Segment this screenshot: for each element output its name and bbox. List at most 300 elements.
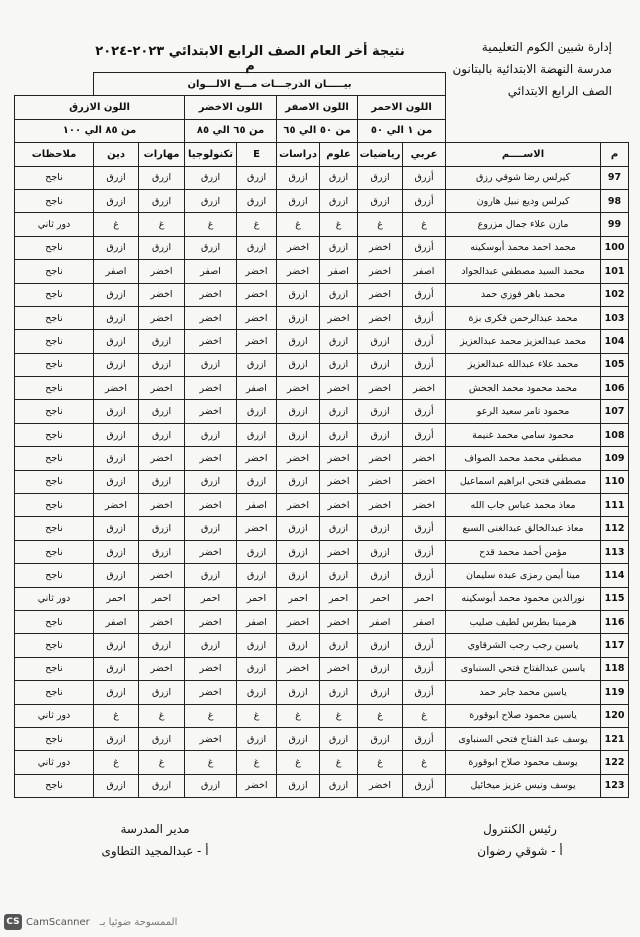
grade-cell: أزرق xyxy=(403,330,446,353)
grade-cell: اخضر xyxy=(237,306,277,329)
grade-cell: ازرق xyxy=(277,681,320,704)
grade-cell: ازرق xyxy=(358,634,403,657)
table-row xyxy=(15,423,629,446)
grade-cell: اخضر xyxy=(237,330,277,353)
grade-cell: ازرق xyxy=(139,727,185,750)
table-row xyxy=(15,634,629,657)
row-number: 120 xyxy=(601,704,629,727)
table-row xyxy=(15,353,629,376)
student-name: مصطفي محمد محمد الصواف xyxy=(446,447,601,470)
grade-cell: أزرق xyxy=(403,681,446,704)
student-name: محمود سامي محمد غنيمة xyxy=(446,423,601,446)
grade-cell: اخضر xyxy=(320,306,358,329)
grade-cell: اخضر xyxy=(320,470,358,493)
grade-cell: غ xyxy=(185,751,237,774)
grade-cell: ازرق xyxy=(277,189,320,212)
grade-cell: غ xyxy=(185,213,237,236)
grade-cell: ازرق xyxy=(320,353,358,376)
control-head-name: أ - شوقي رضوان xyxy=(477,844,563,858)
row-number: 113 xyxy=(601,540,629,563)
grade-cell: أزرق xyxy=(403,166,446,189)
grade-cell: ازرق xyxy=(185,189,237,212)
grade-cell: ازرق xyxy=(237,400,277,423)
result-note: ناجح xyxy=(15,681,94,704)
grade-cell: ازرق xyxy=(320,564,358,587)
grade-cell: غ xyxy=(237,751,277,774)
result-note: ناجح xyxy=(15,610,94,633)
grade-cell: اصفر xyxy=(94,610,139,633)
grade-cell: اخضر xyxy=(358,283,403,306)
grade-cell: ازرق xyxy=(139,236,185,259)
grade-cell: ازرق xyxy=(277,564,320,587)
student-name: كيرلس رضا شوقي رزق xyxy=(446,166,601,189)
grade-cell: ازرق xyxy=(185,166,237,189)
grade-cell: احمر xyxy=(320,587,358,610)
grade-cell: اخضر xyxy=(185,283,237,306)
grade-cell: اخضر xyxy=(403,377,446,400)
table-row xyxy=(15,657,629,680)
row-number: 116 xyxy=(601,610,629,633)
control-head-title: رئيس الكنترول xyxy=(483,822,557,836)
student-name: محمود تامر سعيد الرعو xyxy=(446,400,601,423)
column-header: دين xyxy=(94,143,139,166)
grade-cell: ازرق xyxy=(277,330,320,353)
grade-cell: غ xyxy=(358,213,403,236)
result-note: ناجح xyxy=(15,353,94,376)
result-note: ناجح xyxy=(15,447,94,470)
row-number: 101 xyxy=(601,260,629,283)
row-number: 98 xyxy=(601,189,629,212)
student-name: محمد عبدالرحمن فكرى بزة xyxy=(446,306,601,329)
grade-cell: ازرق xyxy=(94,189,139,212)
column-header-row xyxy=(15,143,629,166)
grade-cell: اخضر xyxy=(139,306,185,329)
grade-cell: غ xyxy=(139,213,185,236)
grade-cell: ازرق xyxy=(358,353,403,376)
grade-cell: غ xyxy=(320,751,358,774)
grade-cell: احمر xyxy=(237,587,277,610)
grade-cell: اخضر xyxy=(185,727,237,750)
table-row xyxy=(15,751,629,774)
student-name: يوسف محمود صلاح ابوقورة xyxy=(446,751,601,774)
result-note: ناجح xyxy=(15,189,94,212)
grade-cell: ازرق xyxy=(237,470,277,493)
document-title: نتيجة أخر العام الصف الرابع الابتدائي ٢٠٢٣-٢٠٢٤ م xyxy=(95,44,405,74)
student-name: هرمينا بطرس لطيف صليب xyxy=(446,610,601,633)
student-name: محمد احمد محمد أبوسكينه xyxy=(446,236,601,259)
result-note: ناجح xyxy=(15,166,94,189)
control-signature xyxy=(440,818,600,862)
grade-cell: ازرق xyxy=(94,681,139,704)
grade-cell: أزرق xyxy=(403,283,446,306)
grade-cell: ازرق xyxy=(358,564,403,587)
grade-cell: اخضر xyxy=(358,470,403,493)
result-note: دور ثاني xyxy=(15,213,94,236)
student-name: مينا أيمن رمزى عبده سليمان xyxy=(446,564,601,587)
row-number: 105 xyxy=(601,353,629,376)
grade-cell: ازرق xyxy=(185,353,237,376)
table-row xyxy=(15,610,629,633)
row-number: 121 xyxy=(601,727,629,750)
grade-cell: ازرق xyxy=(277,400,320,423)
grade-cell: ازرق xyxy=(94,634,139,657)
grade-cell: ازرق xyxy=(94,774,139,797)
grade-cell: ازرق xyxy=(139,774,185,797)
column-header: ملاحظات xyxy=(15,143,94,166)
student-name: ياسين رجب رجب الشرقاوي xyxy=(446,634,601,657)
grade-cell: ازرق xyxy=(94,236,139,259)
grade-cell: ازرق xyxy=(139,330,185,353)
row-number: 111 xyxy=(601,494,629,517)
grade-cell: ازرق xyxy=(320,400,358,423)
grade-cell: اخضر xyxy=(320,657,358,680)
grade-cell: ازرق xyxy=(237,657,277,680)
grade-cell: ازرق xyxy=(358,657,403,680)
result-note: دور ثاني xyxy=(15,751,94,774)
table-row xyxy=(15,400,629,423)
grade-cell: اخضر xyxy=(185,540,237,563)
grade-cell: غ xyxy=(320,704,358,727)
grade-cell: اخضر xyxy=(139,657,185,680)
grade-cell: ازرق xyxy=(94,447,139,470)
principal-signature xyxy=(70,818,240,862)
result-note: ناجح xyxy=(15,330,94,353)
result-note: ناجح xyxy=(15,470,94,493)
result-note: ناجح xyxy=(15,540,94,563)
grade-cell: اصفر xyxy=(185,260,237,283)
row-number: 117 xyxy=(601,634,629,657)
grade-cell: ازرق xyxy=(320,189,358,212)
grade-cell: اخضر xyxy=(139,283,185,306)
student-name: محمد محمود محمد الجحش xyxy=(446,377,601,400)
grade-cell: ازرق xyxy=(139,400,185,423)
grade-cell: ازرق xyxy=(277,423,320,446)
grade-cell: ازرق xyxy=(277,540,320,563)
grade-cell: اخضر xyxy=(237,260,277,283)
grade-cell: غ xyxy=(139,704,185,727)
table-row xyxy=(15,681,629,704)
student-name: كيرلس وديع نبيل هارون xyxy=(446,189,601,212)
grade-cell: ازرق xyxy=(358,166,403,189)
result-note: ناجح xyxy=(15,634,94,657)
grade-cell: اخضر xyxy=(320,447,358,470)
grade-cell: اخضر xyxy=(185,400,237,423)
range-blue: من ٨٥ الي ١٠٠ xyxy=(15,119,185,142)
grade-cell: اصفر xyxy=(320,260,358,283)
result-note: ناجح xyxy=(15,283,94,306)
row-number: 114 xyxy=(601,564,629,587)
grade-cell: غ xyxy=(237,213,277,236)
grade-cell: غ xyxy=(94,704,139,727)
grade-cell: ازرق xyxy=(320,634,358,657)
grade-cell: اخضر xyxy=(139,377,185,400)
range-red: من ١ الي ٥٠ xyxy=(358,119,446,142)
table-row xyxy=(15,306,629,329)
grade-cell: غ xyxy=(358,704,403,727)
scanner-watermark xyxy=(4,912,177,932)
table-row xyxy=(15,236,629,259)
grade-cell: ازرق xyxy=(320,423,358,446)
row-number: 106 xyxy=(601,377,629,400)
grade-cell: اخضر xyxy=(139,447,185,470)
result-note: ناجح xyxy=(15,494,94,517)
grade-cell: اخضر xyxy=(403,494,446,517)
grade-cell: ازرق xyxy=(358,727,403,750)
row-number: 100 xyxy=(601,236,629,259)
table-row xyxy=(15,470,629,493)
grade-cell: ازرق xyxy=(94,283,139,306)
table-row xyxy=(15,564,629,587)
grade-cell: اخضر xyxy=(185,494,237,517)
grade-cell: أزرق xyxy=(403,306,446,329)
grade-cell: اخضر xyxy=(320,494,358,517)
column-header: تكنولوجيا xyxy=(185,143,237,166)
row-number: 107 xyxy=(601,400,629,423)
grade-cell: احمر xyxy=(139,587,185,610)
result-note: ناجح xyxy=(15,423,94,446)
result-note: ناجح xyxy=(15,774,94,797)
grade-cell: غ xyxy=(277,704,320,727)
student-name: محمد علاء عبدالله عبدالعزيز xyxy=(446,353,601,376)
column-header: دراسات xyxy=(277,143,320,166)
range-green: من ٦٥ الي ٨٥ xyxy=(185,119,277,142)
grade-cell: أزرق xyxy=(403,517,446,540)
grade-cell: احمر xyxy=(358,587,403,610)
table-row xyxy=(15,540,629,563)
grade-cell: أزرق xyxy=(403,189,446,212)
grade-cell: ازرق xyxy=(277,470,320,493)
camscanner-logo-icon: CS xyxy=(4,914,22,930)
grade-cell: أزرق xyxy=(403,236,446,259)
row-number: 99 xyxy=(601,213,629,236)
table-row xyxy=(15,283,629,306)
student-name: ياسين محمود صلاح ابوقورة xyxy=(446,704,601,727)
grade-cell: اخضر xyxy=(320,540,358,563)
grade-cell: ازرق xyxy=(237,634,277,657)
grade-cell: ازرق xyxy=(94,306,139,329)
table-row xyxy=(15,213,629,236)
grade-cell: ازرق xyxy=(320,774,358,797)
grade-cell: اخضر xyxy=(94,494,139,517)
grade-cell: ازرق xyxy=(277,353,320,376)
row-number: 122 xyxy=(601,751,629,774)
grade-cell: احمر xyxy=(185,587,237,610)
grade-cell: ازرق xyxy=(358,540,403,563)
grade-cell: اخضر xyxy=(94,377,139,400)
row-number: 119 xyxy=(601,681,629,704)
legend-blue: اللون الازرق xyxy=(15,96,185,119)
header-line-directorate: إدارة شبين الكوم التعليمية xyxy=(481,40,612,54)
grade-cell: اخضر xyxy=(139,564,185,587)
grade-cell: اخضر xyxy=(185,657,237,680)
grade-cell: أزرق xyxy=(403,564,446,587)
grade-cell: ازرق xyxy=(94,423,139,446)
student-name: معاذ عبدالخالق عبدالغنى السبع xyxy=(446,517,601,540)
student-name: محمد السيد مصطفي عبدالجواد xyxy=(446,260,601,283)
student-name: نورالدين محمود محمد أبوسكينه xyxy=(446,587,601,610)
result-note: ناجح xyxy=(15,657,94,680)
grade-cell: أزرق xyxy=(403,540,446,563)
student-name: معاذ محمد عباس جاب الله xyxy=(446,494,601,517)
grade-cell: اصفر xyxy=(94,260,139,283)
scanner-app-name: CamScanner xyxy=(26,916,90,928)
grade-cell: احمر xyxy=(403,587,446,610)
grade-cell: ازرق xyxy=(358,330,403,353)
grade-cell: ازرق xyxy=(320,236,358,259)
result-note: دور ثاني xyxy=(15,587,94,610)
grade-cell: ازرق xyxy=(94,657,139,680)
grade-cell: ازرق xyxy=(320,681,358,704)
result-note: دور ثاني xyxy=(15,704,94,727)
row-number: 103 xyxy=(601,306,629,329)
grade-cell: ازرق xyxy=(277,517,320,540)
grade-cell: ازرق xyxy=(139,681,185,704)
grade-cell: ازرق xyxy=(237,189,277,212)
grade-cell: اصفر xyxy=(237,610,277,633)
grade-cell: ازرق xyxy=(94,400,139,423)
student-name: يوسف ونيس عزيز ميخائيل xyxy=(446,774,601,797)
row-number: 102 xyxy=(601,283,629,306)
grade-cell: ازرق xyxy=(139,470,185,493)
grade-cell: ازرق xyxy=(139,423,185,446)
table-row xyxy=(15,774,629,797)
grade-cell: غ xyxy=(94,751,139,774)
grade-cell: أزرق xyxy=(403,400,446,423)
grade-cell: غ xyxy=(237,704,277,727)
grade-cell: اخضر xyxy=(358,306,403,329)
table-row xyxy=(15,704,629,727)
result-note: ناجح xyxy=(15,727,94,750)
grade-cell: غ xyxy=(403,213,446,236)
table-row xyxy=(15,189,629,212)
grade-cell: ازرق xyxy=(94,564,139,587)
range-yellow: من ٥٠ الي ٦٥ xyxy=(277,119,358,142)
grade-cell: أزرق xyxy=(403,657,446,680)
table-row xyxy=(15,494,629,517)
grade-cell: غ xyxy=(358,751,403,774)
grade-cell: ازرق xyxy=(320,330,358,353)
grade-cell: غ xyxy=(139,751,185,774)
grade-cell: غ xyxy=(403,704,446,727)
grades-banner: بيـــــان الدرجـــات مـــع الالـــوان xyxy=(94,73,446,96)
grade-cell: غ xyxy=(277,751,320,774)
result-note: ناجح xyxy=(15,517,94,540)
grade-cell: ازرق xyxy=(320,727,358,750)
grade-cell: أزرق xyxy=(403,774,446,797)
grade-cell: ازرق xyxy=(358,681,403,704)
grade-cell: اخضر xyxy=(237,283,277,306)
header-line-grade: الصف الرابع الابتدائي xyxy=(507,84,612,98)
principal-title: مدير المدرسة xyxy=(120,822,190,836)
grade-cell: اخضر xyxy=(277,494,320,517)
grade-cell: اخضر xyxy=(403,447,446,470)
table-row xyxy=(15,260,629,283)
result-note: ناجح xyxy=(15,377,94,400)
grade-cell: ازرق xyxy=(277,306,320,329)
legend-green: اللون الاخضر xyxy=(185,96,277,119)
result-note: ناجح xyxy=(15,400,94,423)
grade-cell: ازرق xyxy=(237,423,277,446)
grade-cell: ازرق xyxy=(358,400,403,423)
grade-cell: ازرق xyxy=(358,423,403,446)
grade-cell: اخضر xyxy=(403,470,446,493)
row-number: 108 xyxy=(601,423,629,446)
row-number: 118 xyxy=(601,657,629,680)
grade-cell: اخضر xyxy=(277,377,320,400)
grade-cell: ازرق xyxy=(237,353,277,376)
grade-cell: اخضر xyxy=(358,377,403,400)
grade-cell: اخضر xyxy=(358,260,403,283)
grade-cell: اخضر xyxy=(185,610,237,633)
grade-cell: ازرق xyxy=(94,353,139,376)
grade-cell: اخضر xyxy=(277,260,320,283)
grade-cell: اخضر xyxy=(320,610,358,633)
grade-cell: ازرق xyxy=(237,727,277,750)
results-table xyxy=(14,72,629,798)
student-name: ياسين عبدالفتاح فتحي السنباوى xyxy=(446,657,601,680)
grade-cell: ازرق xyxy=(237,564,277,587)
grade-cell: اخضر xyxy=(185,306,237,329)
grade-cell: ازرق xyxy=(185,236,237,259)
grade-cell: ازرق xyxy=(320,517,358,540)
column-header: رياضيات xyxy=(358,143,403,166)
grade-cell: اخضر xyxy=(139,610,185,633)
column-header: عربي xyxy=(403,143,446,166)
grade-cell: ازرق xyxy=(277,774,320,797)
column-header: الاســــم xyxy=(446,143,601,166)
grade-cell: ازرق xyxy=(94,470,139,493)
column-header: مهارات xyxy=(139,143,185,166)
table-row xyxy=(15,447,629,470)
grade-cell: اصفر xyxy=(358,610,403,633)
row-number: 104 xyxy=(601,330,629,353)
grade-cell: اخضر xyxy=(185,377,237,400)
grade-cell: اخضر xyxy=(237,447,277,470)
grade-cell: احمر xyxy=(94,587,139,610)
grade-cell: ازرق xyxy=(139,517,185,540)
scanner-prefix: الممسوحة ضوئيا بـ xyxy=(99,916,178,928)
grade-cell: اخضر xyxy=(277,236,320,259)
grade-cell: اخضر xyxy=(139,260,185,283)
grade-cell: اصفر xyxy=(403,260,446,283)
grade-cell: غ xyxy=(185,704,237,727)
grade-cell: اخضر xyxy=(185,330,237,353)
grade-cell: ازرق xyxy=(139,166,185,189)
grade-cell: اصفر xyxy=(237,377,277,400)
grade-cell: اخضر xyxy=(358,447,403,470)
grade-cell: ازرق xyxy=(94,517,139,540)
grade-cell: ازرق xyxy=(185,517,237,540)
grade-cell: ازرق xyxy=(358,189,403,212)
grade-cell: اخضر xyxy=(320,377,358,400)
grade-cell: ازرق xyxy=(237,166,277,189)
grade-cell: ازرق xyxy=(139,540,185,563)
principal-name: أ - عبدالمجيد التطاوى xyxy=(101,844,209,858)
table-row xyxy=(15,587,629,610)
legend-red: اللون الاحمر xyxy=(358,96,446,119)
grade-cell: اصفر xyxy=(403,610,446,633)
column-header: E xyxy=(237,143,277,166)
student-name: محمد باهر فوزي حمد xyxy=(446,283,601,306)
grade-cell: اخضر xyxy=(237,517,277,540)
grade-cell: اخضر xyxy=(139,494,185,517)
table-body xyxy=(15,166,629,798)
student-name: محمد عبدالعزيز محمد عبدالعزيز xyxy=(446,330,601,353)
grade-cell: اخضر xyxy=(358,494,403,517)
grade-cell: ازرق xyxy=(185,423,237,446)
grade-cell: ازرق xyxy=(277,727,320,750)
table-row xyxy=(15,330,629,353)
